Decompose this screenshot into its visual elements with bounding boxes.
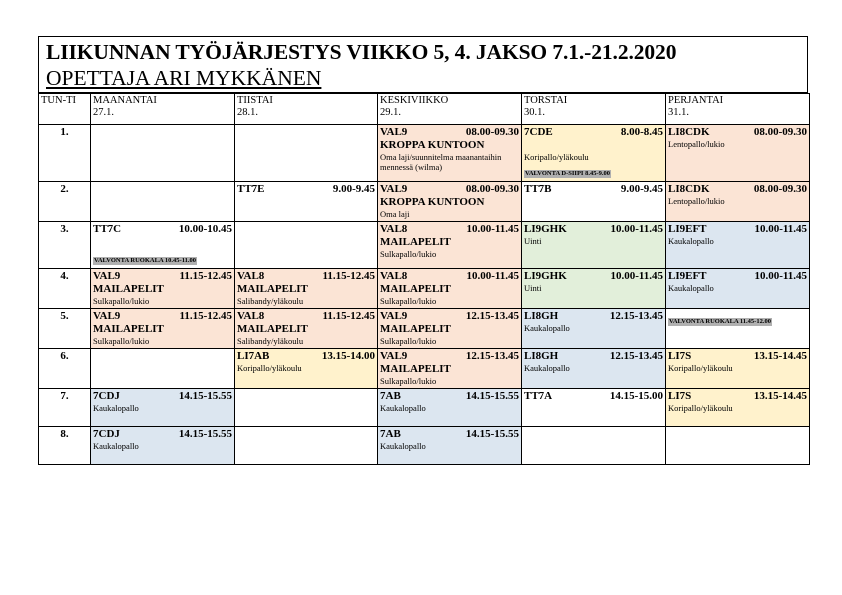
table-row <box>39 389 810 427</box>
cell-mon: VAL9 11.15-12.45 MAILAPELIT Sulkapallo/lukio <box>91 269 235 309</box>
cell-mon <box>91 349 235 389</box>
header-wednesday: KESKIVIIKKO 29.1. <box>378 94 522 125</box>
cell-tue: LI7AB 13.15-14.00 Koripallo/yläkoulu <box>235 349 378 389</box>
cell-thu: LI9GHK 10.00-11.45 Uinti <box>522 269 666 309</box>
table-row <box>39 349 810 389</box>
cell-tue: TT7E 9.00-9.45 <box>235 182 378 222</box>
lesson-number: 1. <box>39 125 91 182</box>
cell-wed: 7AB 14.15-15.55 Kaukalopallo <box>378 427 522 465</box>
table-row <box>39 269 810 309</box>
supervision-badge: VALVONTA RUOKALA 11.45-12.00 <box>669 318 771 325</box>
lesson-number: 6. <box>39 349 91 389</box>
cell-wed: VAL8 10.00-11.45 MAILAPELIT Sulkapallo/lukio <box>378 269 522 309</box>
cell-thu: TT7B 9.00-9.45 <box>522 182 666 222</box>
table-row <box>39 309 810 349</box>
lesson-number: 4. <box>39 269 91 309</box>
supervision-badge: VALVONTA D-SIIPI 8.45-9.00 <box>525 170 610 177</box>
cell-mon <box>91 182 235 222</box>
cell-tue <box>235 427 378 465</box>
cell-fri: LI7S 13.15-14.45 Koripallo/yläkoulu <box>666 349 810 389</box>
cell-thu: LI8GH 12.15-13.45 Kaukalopallo <box>522 349 666 389</box>
cell-mon: TT7C 10.00-10.45 VALVONTA RUOKALA 10.45-11.00 <box>91 222 235 269</box>
table-row <box>39 182 810 222</box>
header-lesson: TUN-TI <box>39 94 91 125</box>
header-friday: PERJANTAI 31.1. <box>666 94 810 125</box>
cell-mon: 7CDJ 14.15-15.55 Kaukalopallo <box>91 389 235 427</box>
lesson-number: 3. <box>39 222 91 269</box>
supervision-badge: VALVONTA RUOKALA 10.45-11.00 <box>94 257 196 264</box>
cell-thu: LI9GHK 10.00-11.45 Uinti <box>522 222 666 269</box>
header-tuesday: TIISTAI 28.1. <box>235 94 378 125</box>
header-monday: MAANANTAI 27.1. <box>91 94 235 125</box>
teacher-name: OPETTAJA ARI MYKKÄNEN <box>46 66 322 90</box>
lesson-number: 5. <box>39 309 91 349</box>
cell-fri: LI9EFT 10.00-11.45 Kaukalopallo <box>666 222 810 269</box>
table-row <box>39 222 810 269</box>
lesson-number: 7. <box>39 389 91 427</box>
cell-thu <box>522 427 666 465</box>
lesson-number: 2. <box>39 182 91 222</box>
cell-thu: TT7A 14.15-15.00 <box>522 389 666 427</box>
cell-thu: LI8GH 12.15-13.45 Kaukalopallo <box>522 309 666 349</box>
table-row <box>39 427 810 465</box>
schedule-table <box>38 93 810 465</box>
cell-wed: VAL8 10.00-11.45 MAILAPELIT Sulkapallo/lukio <box>378 222 522 269</box>
cell-wed: VAL9 08.00-09.30 KROPPA KUNTOON Oma laji <box>378 182 522 222</box>
cell-thu: 7CDE 8.00-8.45 Koripallo/yläkoulu VALVONTA D-SIIPI 8.45-9.00 <box>522 125 666 182</box>
cell-fri <box>666 309 810 349</box>
cell-wed: 7AB 14.15-15.55 Kaukalopallo <box>378 389 522 427</box>
cell-fri <box>666 427 810 465</box>
cell-fri: LI9EFT 10.00-11.45 Kaukalopallo <box>666 269 810 309</box>
cell-fri: LI7S 13.15-14.45 Koripallo/yläkoulu <box>666 389 810 427</box>
cell-tue <box>235 222 378 269</box>
title-box <box>38 36 808 93</box>
cell-wed: VAL9 12.15-13.45 MAILAPELIT Sulkapallo/lukio <box>378 349 522 389</box>
cell-wed: VAL9 12.15-13.45 MAILAPELIT Sulkapallo/lukio <box>378 309 522 349</box>
page-title: LIIKUNNAN TYÖJÄRJESTYS VIIKKO 5, 4. JAKSO 7.1.-21.2.2020 <box>46 40 677 64</box>
lesson-number: 8. <box>39 427 91 465</box>
cell-wed: VAL9 08.00-09.30 KROPPA KUNTOON Oma laji/suunnitelma maanantaihin mennessä (wilma) <box>378 125 522 182</box>
cell-mon <box>91 125 235 182</box>
cell-mon: VAL9 11.15-12.45 MAILAPELIT Sulkapallo/lukio <box>91 309 235 349</box>
cell-tue <box>235 389 378 427</box>
table-row <box>39 125 810 182</box>
header-row <box>39 94 810 125</box>
cell-tue: VAL8 11.15-12.45 MAILAPELIT Salibandy/yläkoulu <box>235 269 378 309</box>
cell-fri: LI8CDK 08.00-09.30 Lentopallo/lukio <box>666 125 810 182</box>
header-thursday: TORSTAI 30.1. <box>522 94 666 125</box>
cell-tue: VAL8 11.15-12.45 MAILAPELIT Salibandy/yläkoulu <box>235 309 378 349</box>
cell-fri: LI8CDK 08.00-09.30 Lentopallo/lukio <box>666 182 810 222</box>
cell-mon: 7CDJ 14.15-15.55 Kaukalopallo <box>91 427 235 465</box>
cell-tue <box>235 125 378 182</box>
